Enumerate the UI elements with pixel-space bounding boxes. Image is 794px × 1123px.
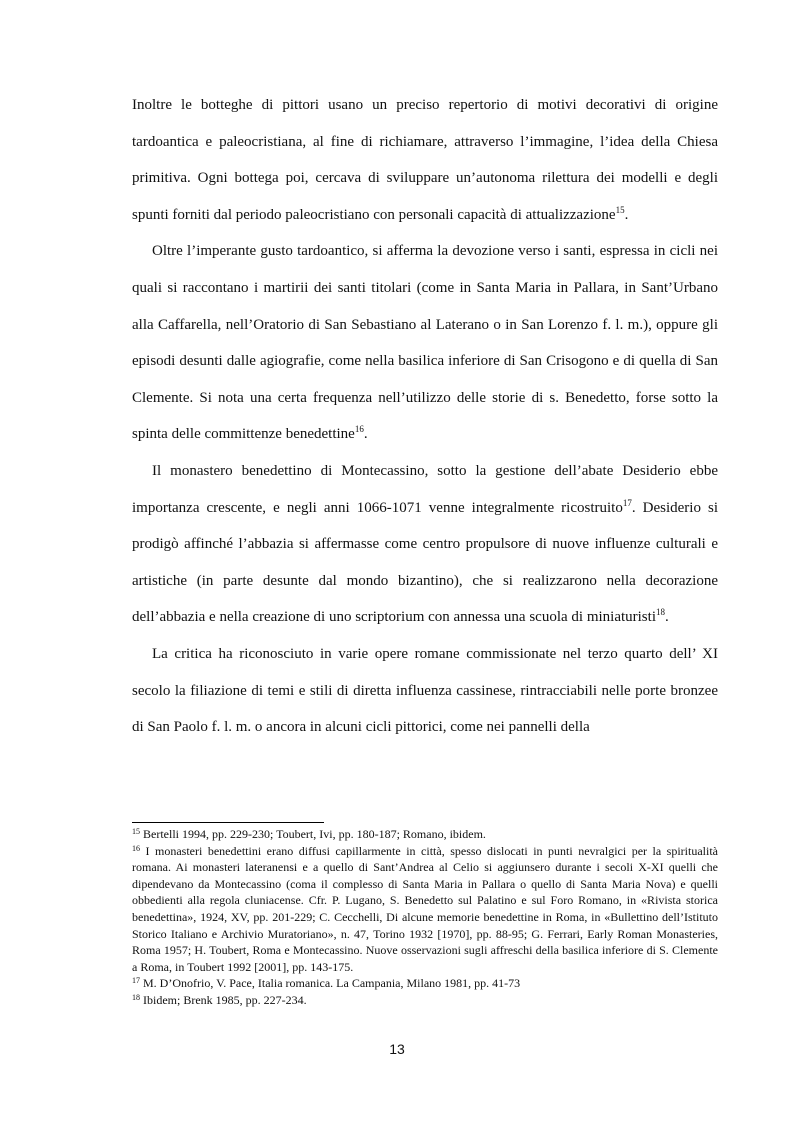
paragraph-tail: . xyxy=(664,609,669,626)
footnote-separator xyxy=(132,822,324,823)
paragraph-text: Il monastero benedettino di Montecassino, sotto la gestione dell’abate Desiderio ebbe importanza crescente, e negli anni 1066-1071 venne integralmente ricostruito xyxy=(132,462,718,516)
footnote-text: M. D’Onofrio, V. Pace, Italia romanica. La Campania, Milano 1981, pp. 41-73 xyxy=(143,976,521,991)
paragraph-text: Oltre l’imperante gusto tardoantico, si afferma la devozione verso i santi, espressa in cicli nei quali si raccontano i martirii dei santi titolari (come in Santa Maria in Pallara, in Sant’Urbano alla Caffarella, nell’Oratorio di San Sebastiano al Laterano o in San Lorenzo f. l. m.), oppure gli episodi desunti dalle agiografie, come nella basilica inferiore di San Crisogono e di quella di San Clemente. Si nota una certa frequenza nell’utilizzo delle storie di s. Benedetto, forse sotto la spinta delle committenze benedettine xyxy=(132,243,718,443)
paragraph-text-continued: . Desiderio si prodigò affinché l’abbazia si affermasse come centro propulsore di nuove influenze culturali e artistiche (in parte desunte dal mondo bizantino), che si realizzarono nella decorazione dell’abbazia e nella creazione di uno scriptorium con annessa una scuola di miniaturisti xyxy=(132,499,718,626)
footnote-ref-18[interactable]: 18 xyxy=(655,607,665,618)
footnote-text: I monasteri benedettini erano diffusi capillarmente in città, spesso dislocati in punti nevralgici per la spiritualità romana. Ai monasteri lateranensi e a quello di Sant’Andrea al Celio si aggiunsero durante i secoli X-XI quelli che dipendevano da Montecassino (coma il complesso di Santa Maria in Pallara o quello di Santa Maria Nova) e quelli obbedienti alla regola cluniacense. Cfr. P. Lugano, S. Benedetto sul Palatino e sul Foro Romano, in «Rivista storica benedettina», 1924, XV, pp. 201-229; C. Cecchelli, Di alcune memorie benedettine in Roma, in «Bullettino dell’Istituto Storico Italiano e Archivio Muratoriano», n. 47, Torino 1932 [1970], pp. 88-95; G. Ferrari, Early Roman Monasteries, Roma 1957; H. Toubert, Roma e Montecassino. Nuove osservazioni sugli affreschi della basilica inferiore di S. Clemente a Roma, in Toubert 1992 [2001], pp. 143-175. xyxy=(132,843,718,974)
footnote-text: Ibidem; Brenk 1985, pp. 227-234. xyxy=(143,992,307,1007)
footnote-ref-16[interactable]: 16 xyxy=(354,424,364,435)
footnote-17 xyxy=(132,975,718,992)
paragraph-text: Inoltre le botteghe di pittori usano un preciso repertorio di motivi decorativi di origine tardoantica e paleocristiana, al fine di richiamare, attraverso l’immagine, l’idea della Chiesa primitiva. Ogni bottega poi, cercava di sviluppare un’autonoma rilettura dei modelli e degli spunti forniti dal periodo paleocristiano con personali capacità di attualizzazione xyxy=(132,97,718,223)
footnote-15 xyxy=(132,826,718,843)
paragraph-tail: . xyxy=(624,206,629,223)
paragraph-3 xyxy=(132,453,718,636)
footnote-18 xyxy=(132,992,718,1009)
paragraph-1 xyxy=(132,87,718,233)
paragraph-2 xyxy=(132,233,718,453)
body-text xyxy=(132,87,718,746)
paragraph-tail: . xyxy=(363,426,368,443)
paragraph-text: La critica ha riconosciuto in varie opere romane commissionate nel terzo quarto dell’ XI secolo la filiazione di temi e stili di diretta influenza cassinese, rintracciabili nelle porte bronzee di San Paolo f. l. m. o ancora in alcuni cicli pittorici, come nei pannelli della xyxy=(132,645,718,736)
footnote-ref-17[interactable]: 17 xyxy=(622,497,632,508)
footnotes xyxy=(132,826,718,1009)
page-number: 13 xyxy=(389,1041,405,1057)
footnote-16 xyxy=(132,843,718,976)
footnote-number: 18 xyxy=(132,992,140,1002)
footnote-number: 15 xyxy=(132,827,140,836)
footnote-number: 16 xyxy=(132,843,140,853)
paragraph-4 xyxy=(132,636,718,746)
footnote-ref-15[interactable]: 15 xyxy=(615,204,625,215)
footnote-number: 17 xyxy=(132,976,140,986)
footnote-text: Bertelli 1994, pp. 229-230; Toubert, Ivi, pp. 180-187; Romano, ibidem. xyxy=(143,827,486,841)
